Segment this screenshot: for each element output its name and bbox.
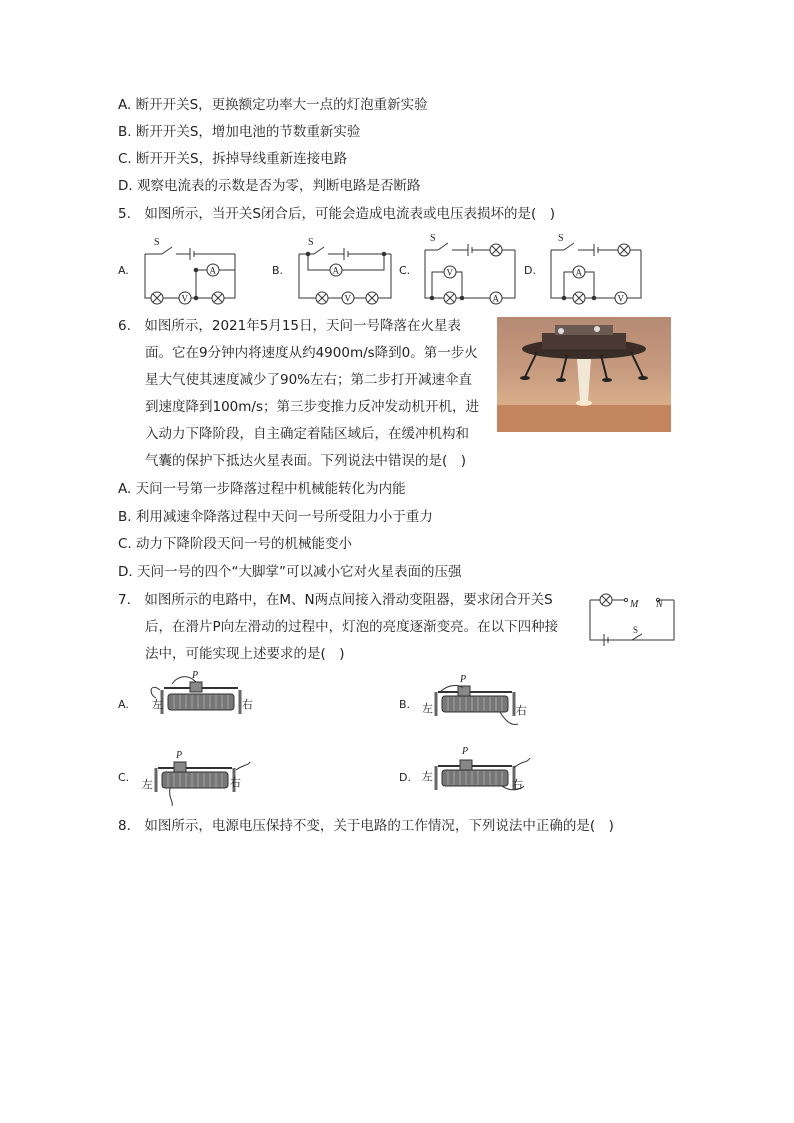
q5-label-a: A. [118, 264, 129, 277]
rheo-a-slider-label: P [192, 670, 199, 681]
q6-stem-line-1: 6. 如图所示，2021年5月15日，天问一号降落在火星表 [118, 318, 462, 334]
q7-stem-line-3: 法中，可能实现上述要求的是( ) [145, 646, 345, 662]
q5a-voltmeter-label: V [181, 293, 188, 304]
q7-label-d: D. [399, 771, 411, 784]
rheo-a-right: 右 [242, 699, 253, 711]
rheo-d-slider-label: P [462, 746, 469, 757]
q7-rheostat-b [420, 668, 530, 730]
q6-option-c: C. 动力下降阶段天问一号的机械能变小 [118, 536, 353, 552]
rheo-c-slider-label: P [176, 750, 183, 761]
q7-stem-line-1: 7. 如图所示的电路中，在M、N两点间接入滑动变阻器，要求闭合开关S [118, 592, 553, 608]
q5c-voltmeter-label: V [446, 267, 453, 278]
rheo-c-right: 右 [230, 777, 241, 789]
q5d-switch-label: S [558, 233, 564, 244]
rheo-b-left: 左 [422, 703, 433, 715]
q7-rheostat-a [146, 668, 256, 730]
q7-switch-label: S [633, 625, 639, 635]
rheo-d-left: 左 [422, 771, 433, 783]
q5-label-d: D. [524, 264, 536, 277]
q5-label-b: B. [272, 264, 284, 277]
q5b-switch-label: S [308, 237, 314, 248]
q5-stem: 5. 如图所示，当开关S闭合后，可能会造成电流表或电压表损坏的是( ) [118, 206, 555, 222]
q7-label-a: A. [118, 698, 129, 711]
rheo-b-right: 右 [516, 705, 527, 717]
q6-stem-line-2: 面。它在9分钟内将速度从约4900m/s降到0。第一步火 [145, 345, 478, 361]
q5c-ammeter-label: A [492, 293, 499, 304]
q5-circuit-a [140, 232, 240, 304]
q6-stem-line-5: 入动力下降阶段，自主确定着陆区域后，在缓冲机构和 [145, 426, 469, 442]
q7-rheostat-c [140, 746, 252, 808]
q6-option-a: A. 天问一号第一步降落过程中机械能转化为内能 [118, 481, 406, 497]
q4-option-c: C. 断开开关S，拆掉导线重新连接电路 [118, 151, 348, 167]
q7-rheostat-d [420, 746, 532, 808]
rheo-c-left: 左 [142, 779, 153, 791]
q6-stem-line-6: 气囊的保护下抵达火星表面。下列说法中错误的是( ) [145, 453, 467, 469]
q6-option-d: D. 天问一号的四个“大脚掌”可以减小它对火星表面的压强 [118, 564, 462, 580]
q6-option-b: B. 利用减速伞降落过程中天问一号所受阻力小于重力 [118, 509, 433, 525]
q5-circuit-b [296, 232, 396, 304]
q7-point-n: N [656, 599, 663, 610]
q5-label-c: C. [399, 264, 411, 277]
mars-lander-photo [497, 317, 671, 432]
q4-option-d: D. 观察电流表的示数是否为零，判断电路是否断路 [118, 178, 421, 194]
q5d-voltmeter-label: V [617, 293, 624, 304]
q8-stem: 8. 如图所示，电源电压保持不变，关于电路的工作情况，下列说法中正确的是( ) [118, 818, 614, 834]
q5a-switch-label: S [154, 237, 160, 248]
q7-stem-line-2: 后，在滑片P向左滑动的过程中，灯泡的亮度逐渐变亮。在以下四种接 [145, 619, 559, 635]
q7-label-c: C. [118, 771, 130, 784]
q5-circuit-c [420, 232, 520, 304]
q5b-voltmeter-label: V [344, 293, 351, 304]
q7-point-m: M [630, 599, 639, 610]
q6-stem-line-4: 到速度降到100m/s；第三步变推力反冲发动机开机，进 [145, 399, 479, 415]
q5b-ammeter-label: A [332, 265, 339, 276]
rheo-b-slider-label: P [460, 674, 467, 685]
q4-option-a: A. 断开开关S，更换额定功率大一点的灯泡重新实验 [118, 97, 428, 113]
q6-stem-line-3: 星大气使其速度减少了90%左右；第二步打开减速伞直 [145, 372, 473, 388]
q5d-ammeter-label: A [575, 267, 582, 278]
q5c-switch-label: S [430, 233, 436, 244]
rheo-d-right: 右 [512, 779, 523, 791]
q4-option-b: B. 断开开关S，增加电池的节数重新实验 [118, 124, 361, 140]
q5a-ammeter-label: A [209, 265, 216, 276]
q5-circuit-d [546, 232, 646, 304]
rheo-a-left: 左 [152, 699, 163, 711]
q7-circuit [588, 590, 676, 648]
q7-label-b: B. [399, 698, 411, 711]
